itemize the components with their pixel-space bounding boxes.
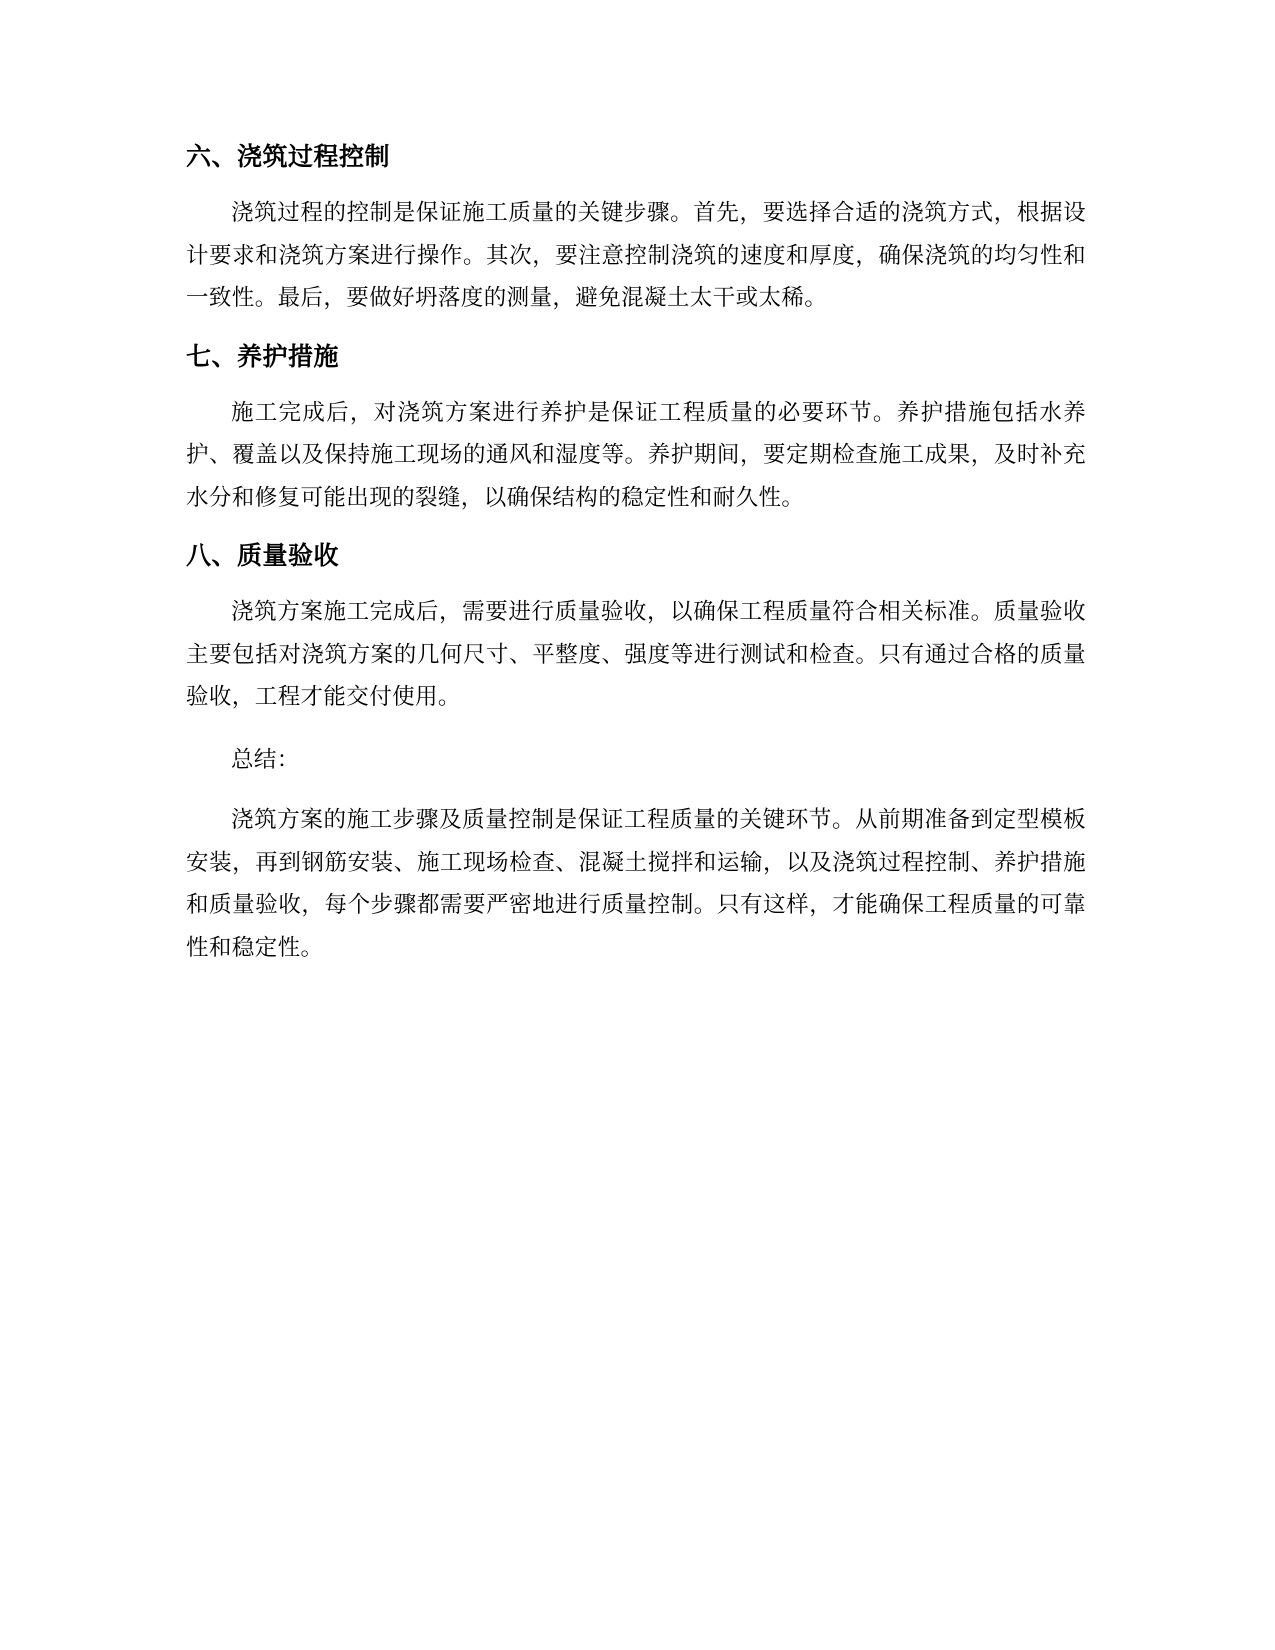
section-heading: 七、养护措施 (186, 341, 340, 371)
section-paragraph: 施工完成后，对浇筑方案进行养护是保证工程质量的必要环节。养护措施包括水养护、覆盖以及保持施工现场的通风和湿度等。养护期间，要定期检查施工成果，及时补充水分和修复可能出现的裂缝，以确保结构的稳定性和耐久性。 (186, 399, 1086, 511)
section-quality-acceptance (186, 539, 1086, 719)
section-curing-measures (186, 340, 1086, 520)
section-heading: 六、浇筑过程控制 (186, 142, 391, 171)
document-content (186, 140, 1086, 989)
section-paragraph: 浇筑过程的控制是保证施工质量的关键步骤。首先，要选择合适的浇筑方式，根据设计要求和浇筑方案进行操作。其次，要注意控制浇筑的速度和厚度，确保浇筑的均匀性和一致性。最后，要做好坍落度的测量，避免混凝土太干或太稀。 (186, 200, 1086, 311)
section-pouring-control (186, 140, 1086, 320)
section-paragraph: 浇筑方案施工完成后，需要进行质量验收，以确保工程质量符合相关标准。质量验收主要包括对浇筑方案的几何尺寸、平整度、强度等进行测试和检查。只有通过合格的质量验收，工程才能交付使用。 (186, 599, 1086, 710)
summary-paragraph: 浇筑方案的施工步骤及质量控制是保证工程质量的关键环节。从前期准备到定型模板安装，再到钢筋安装、施工现场检查、混凝土搅拌和运输，以及浇筑过程控制、养护措施和质量验收，每个步骤都需要严密地进行质量控制。只有这样，才能确保工程质量的可靠性和稳定性。 (186, 807, 1086, 961)
section-heading: 八、质量验收 (186, 541, 340, 570)
summary-label: 总结： (231, 746, 300, 773)
